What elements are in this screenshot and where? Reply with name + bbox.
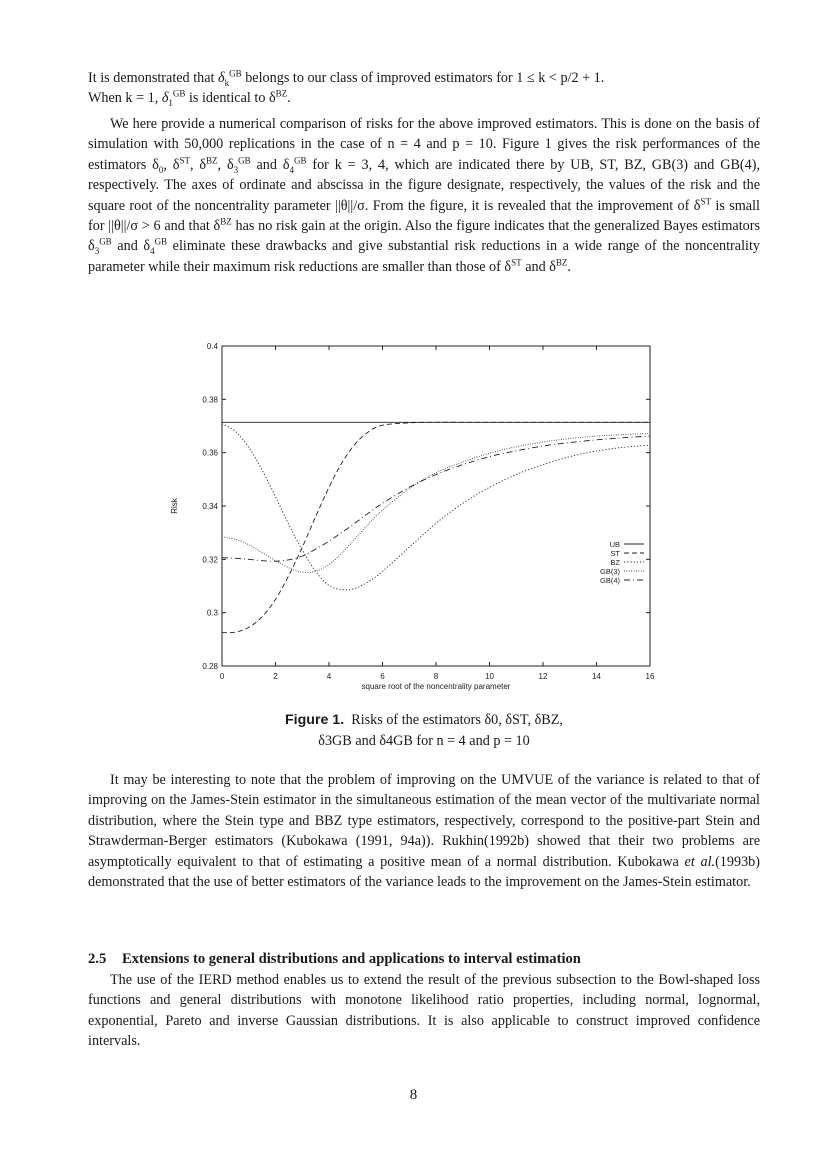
y-tick-label: 0.3 (206, 608, 218, 618)
page-number: 8 (409, 1087, 418, 1103)
risk-chart-svg (168, 338, 668, 698)
paragraph-intro: It is demonstrated that $\delta_k^{GB}$ belongs to our class of improved estimators for 1 ≤ k < p/2 + 1. When k = 1, $\delta_1^{GB}$ is identical to $\delta^{BZ}$. (88, 68, 605, 109)
caption-line-2: δ3GB and δ4GB for n = 4 and p = 10 (318, 733, 530, 749)
legend-label: GB(3) (599, 567, 620, 576)
x-tick-label: 6 (380, 672, 385, 681)
x-tick-label: 16 (645, 672, 655, 681)
legend-label: BZ (610, 558, 620, 567)
section-heading (88, 951, 760, 968)
x-tick-label: 4 (326, 672, 332, 681)
series-line-gb3 (222, 433, 650, 572)
section-title: Extensions to general distributions and applications to interval estimation (122, 951, 581, 967)
legend-label: ST (610, 549, 620, 558)
x-tick-label: 12 (538, 672, 548, 681)
y-tick-label: 0.36 (202, 448, 218, 458)
series-line-st (222, 422, 650, 632)
y-tick-label: 0.4 (206, 342, 218, 351)
caption-line-1: Risks of the estimators δ0, δST, δBZ, (351, 712, 563, 728)
x-tick-label: 10 (485, 672, 494, 681)
x-tick-label: 0 (219, 672, 225, 681)
legend-label: GB(4) (599, 576, 620, 585)
y-tick-label: 0.28 (202, 662, 218, 671)
y-axis-label: Risk (170, 498, 179, 514)
figure-caption (88, 710, 760, 752)
paragraph-umvue: It may be interesting to note that the problem of improving on the UMVUE of the variance is related to that of improving on the James-Stein estimator in the simultaneous estimation of the mean vector of the multivariate normal distribution, where the Stein type and BBZ type estimators, respectively, correspond to the positive-part Stein and Strawderman-Berger estimators (Kubokawa (1991, 94a)). Rukhin(1992b) showed that their two problems are asymptotically equivalent to that of estimating a positive mean of a normal distribution. Kubokawa et al.(1993b) demonstrated that the use of better estimators of the variance leads to the improvement on the James-Stein estimator. (88, 772, 760, 891)
risk-chart (168, 338, 668, 698)
x-tick-label: 2 (273, 672, 278, 681)
series-line-gb4 (222, 436, 650, 561)
x-axis-label: square root of the noncentrality parameter (361, 682, 511, 691)
y-tick-label: 0.34 (202, 502, 218, 511)
x-tick-label: 14 (592, 672, 601, 681)
paragraph-comparison: We here provide a numerical comparison of risks for the above improved estimators. This is done on the basis of simulation with 50,000 replications in the case of n = 4 and p = 10. Figure 1 gives the risk performances of the estimators $\delta_0$, $\delta^{ST}$, $\delta^{BZ}$, $\delta_3^{GB}$ and $\delta_4^{GB}$ for k = 3, 4, which are indicated there by UB, ST, BZ, GB(3) and GB(4), respectively. The axes of ordinate and abscissa in the figure designate, respectively, the values of the risk and the square root of the noncentrality parameter ||θ||/σ. From the figure, it is revealed that the improvement of $\delta^{ST}$ is small for ||θ||/σ > 6 and that $\delta^{BZ}$ has no risk gain at the origin. Also the figure indicates that the generalized Bayes estimators $\delta_3^{GB}$ and $\delta_4^{GB}$ eliminate these drawbacks and give substantial risk reductions in a wide range of the noncentrality parameter while their maximum risk reductions are smaller than those of $\delta^{ST}$ and $\delta^{BZ}$. (88, 116, 760, 275)
y-tick-label: 0.38 (202, 395, 218, 405)
series-line-bz (222, 424, 650, 590)
section-number: 2.5 (88, 951, 107, 967)
y-tick-label: 0.32 (202, 555, 218, 565)
plot-frame (222, 346, 650, 666)
x-tick-label: 8 (433, 672, 439, 681)
figure-label: Figure 1. (285, 712, 345, 728)
paragraph-ierd: The use of the IERD method enables us to extend the result of the previous subsection to the Bowl-shaped loss functions and general distributions with monotone likelihood ratio properties, including normal, lognormal, exponential, Pareto and inverse Gaussian distributions. It is also applicable to construct improved confidence intervals. (88, 972, 760, 1050)
legend-label: UB (609, 540, 620, 549)
